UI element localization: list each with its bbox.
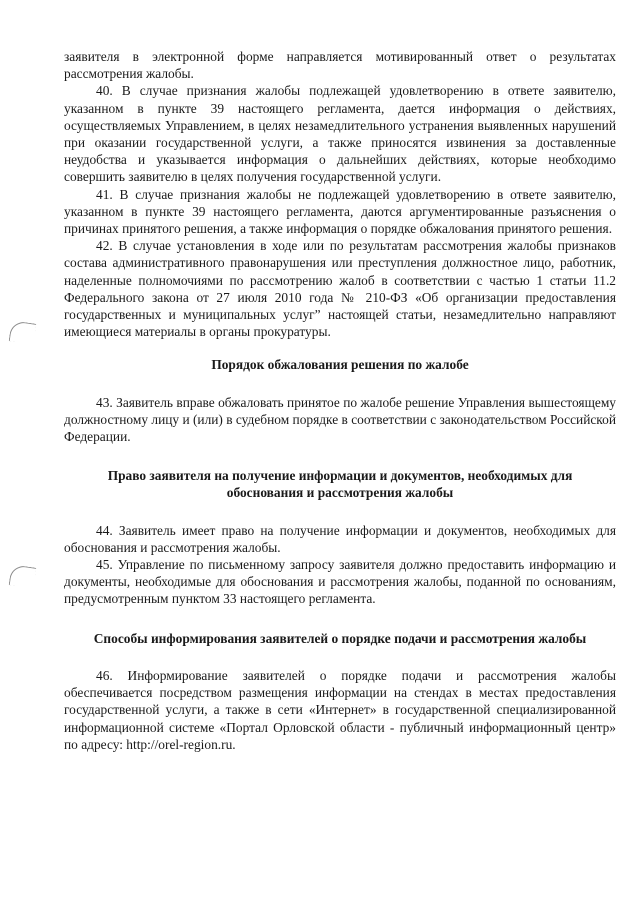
punch-hole-mark-bottom	[9, 564, 37, 588]
paragraph-continuation: заявителя в электронной форме направляется мотивированный ответ о результатах рассмотрения жалобы.	[64, 49, 616, 82]
section-heading-right-to-information: Право заявителя на получение информации и документов, необходимых для обоснования и рассмотрения жалобы	[107, 468, 573, 501]
paragraph-40: 40. В случае признания жалобы подлежащей удовлетворению в ответе заявителю, указанном в пункте 39 настоящего регламента, дается информация о действиях, осуществляемых Управлением, в целях незамедлительного устранения выявленных нарушений при оказании государственной услуги, а также приносятся извинения за доставленные неудобства и указывается информация о дальнейших действиях, которые необходимо совершить заявителю в целях получения государственной услуги.	[64, 83, 616, 185]
document-body	[64, 48, 616, 753]
section-heading-appeal-procedure: Порядок обжалования решения по жалобе	[211, 357, 469, 373]
paragraph-43: 43. Заявитель вправе обжаловать принятое по жалобе решение Управления вышестоящему должностному лицу и (или) в судебном порядке в соответствии с законодательством Российской Федерации.	[64, 394, 616, 445]
punch-hole-mark-top	[9, 320, 37, 344]
paragraph-42: 42. В случае установления в ходе или по результатам рассмотрения жалобы признаков состава административного правонарушения или преступления должностное лицо, работник, наделенные полномочиями по рассмотрению жалоб в соответствии с частью 1 статьи 11.2 Федерального закона от 27 июля 2010 года № 210-ФЗ «Об организации предоставления государственных и муниципальных услуг” настоящей статьи, незамедлительно направляют имеющиеся материалы в органы прокуратуры.	[64, 238, 616, 340]
section-heading-informing-methods: Способы информирования заявителей о порядке подачи и рассмотрения жалобы	[93, 630, 587, 646]
paragraph-45: 45. Управление по письменному запросу заявителя должно предоставить информацию и документы, необходимые для обоснования и рассмотрения жалобы, поданной по основаниям, предусмотренным пунктом 33 настоящего регламента.	[64, 557, 616, 607]
paragraph-46: 46. Информирование заявителей о порядке подачи и рассмотрения жалобы обеспечивается посредством размещения информации на стендах в местах предоставления государственной услуги, а также в сети «Интернет» в государственной специализированной информационной системе «Портал Орловской области - публичный информационный центр» по адресу: http://orel-region.ru.	[64, 667, 616, 752]
paragraph-41: 41. В случае признания жалобы не подлежащей удовлетворению в ответе заявителю, указанном в пункте 39 настоящего регламента, даются аргументированные разъяснения о причинах принятого решения, а также информация о порядке обжалования принятого решения.	[64, 186, 616, 237]
paragraph-44: 44. Заявитель имеет право на получение информации и документов, необходимых для обоснования и рассмотрения жалобы.	[64, 522, 616, 555]
